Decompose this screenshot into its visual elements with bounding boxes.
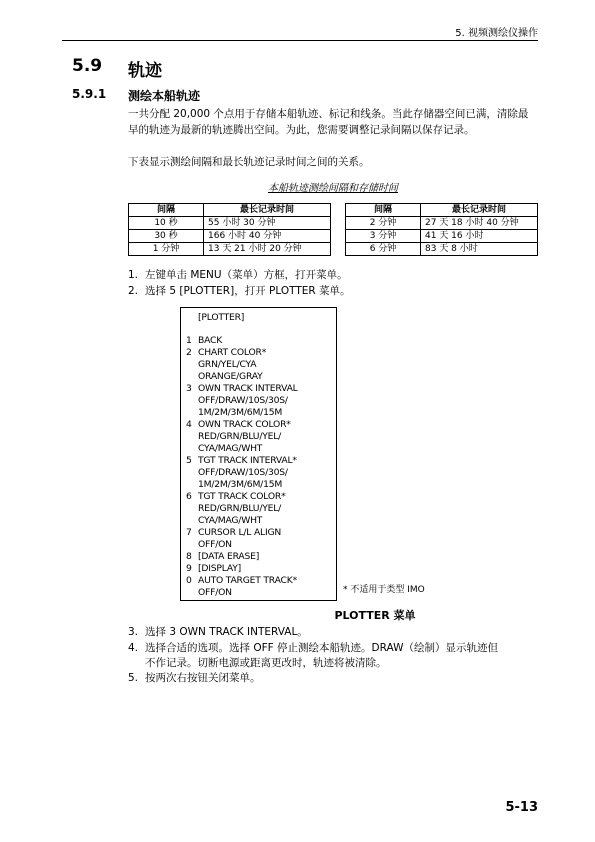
subsection-number: 5.9.1 — [72, 87, 107, 101]
menu-footnote: * 不适用于类型 IMO — [343, 585, 425, 595]
menu-caption: PLOTTER 菜单 — [334, 609, 416, 622]
menu-item-own-track-color: OWN TRACK COLOR* — [198, 419, 291, 430]
table-caption: 本船轨迹测绘间隔和存储时间 — [268, 183, 398, 194]
table-cell: 3 分钟 — [346, 230, 421, 243]
menu-item-cursor-align: CURSOR L/L ALIGN — [198, 527, 282, 538]
menu-item-tgt-track-color: TGT TRACK COLOR* — [198, 491, 286, 502]
step-number: 2. — [128, 285, 139, 297]
table-header-row — [129, 204, 538, 217]
step-text: 选择 3 OWN TRACK INTERVAL。 — [145, 626, 308, 638]
step-text: 选择 5 [PLOTTER]，打开 PLOTTER 菜单。 — [145, 285, 351, 297]
menu-item-number: 8 — [186, 551, 192, 562]
menu-item-number: 7 — [186, 527, 192, 538]
menu-item-number: 9 — [186, 563, 192, 574]
page-number: 5-13 — [505, 800, 538, 815]
table-cell: 55 小时 30 分钟 — [204, 217, 331, 230]
header-divider — [62, 40, 538, 41]
menu-item-number: 1 — [186, 335, 192, 346]
menu-item-option: 1M/2M/3M/6M/15M — [198, 407, 283, 418]
menu-item-back: BACK — [198, 335, 223, 346]
menu-item-number: 6 — [186, 491, 192, 502]
menu-item-option: CYA/MAG/WHT — [198, 443, 263, 454]
table-cell: 6 分钟 — [346, 243, 421, 256]
table-cell: 41 天 16 小时 — [421, 230, 538, 243]
table-header-cell: 间隔 — [346, 204, 421, 217]
subsection-title: 测绘本船轨迹 — [128, 89, 201, 103]
table-cell: 30 秒 — [129, 230, 204, 243]
step-text: 不作记录。切断电源或距离更改时，轨迹将被清除。 — [145, 657, 387, 669]
section-title: 轨迹 — [128, 61, 162, 81]
table-header-cell: 最长记录时间 — [421, 204, 538, 217]
table-row — [129, 217, 538, 230]
table-cell: 83 天 8 小时 — [421, 243, 538, 256]
menu-item-number: 4 — [186, 419, 192, 430]
menu-item-option: ORANGE/GRAY — [198, 371, 263, 382]
interval-table — [128, 203, 538, 256]
step-number: 4. — [128, 642, 139, 654]
menu-item-option: OFF/ON — [198, 587, 232, 598]
menu-item-chart-color: CHART COLOR* — [198, 347, 267, 358]
step-number: 5. — [128, 672, 139, 684]
step-text: 按两次右按钮关闭菜单。 — [145, 672, 261, 684]
menu-item-number: 5 — [186, 455, 192, 466]
menu-item-display: [DISPLAY] — [198, 563, 242, 574]
table-cell: 10 秒 — [129, 217, 204, 230]
menu-item-option: 1M/2M/3M/6M/15M — [198, 479, 283, 490]
step-text: 左键单击 MENU（菜单）方框，打开菜单。 — [145, 269, 348, 281]
section-number: 5.9 — [72, 56, 103, 76]
step-text: 选择合适的选项。选择 OFF 停止测绘本船轨迹。DRAW（绘制）显示轨迹但 — [145, 642, 498, 654]
running-header: 5. 视频测绘仪操作 — [455, 28, 538, 39]
plotter-menu-box — [180, 307, 337, 601]
menu-item-auto-target-track: AUTO TARGET TRACK* — [198, 575, 297, 586]
menu-item-data-erase: [DATA ERASE] — [198, 551, 260, 562]
intro-paragraph: 一共分配 20,000 个点用于存储本船轨迹、标记和线条。当此存储器空间已满，清除最早的轨迹为最新的轨迹腾出空间。为此，您需要调整记录间隔以保存记录。 — [128, 108, 529, 136]
table-header-cell: 间隔 — [129, 204, 204, 217]
menu-item-number: 3 — [186, 383, 192, 394]
table-cell: 166 小时 40 分钟 — [204, 230, 331, 243]
step-number: 3. — [128, 626, 139, 638]
menu-item-number: 0 — [186, 575, 192, 586]
menu-item-option: OFF/DRAW/10S/30S/ — [198, 467, 288, 478]
menu-item-own-track-interval: OWN TRACK INTERVAL — [198, 383, 298, 394]
table-cell: 27 天 18 小时 40 分钟 — [421, 217, 538, 230]
menu-item-number: 2 — [186, 347, 192, 358]
table-cell: 2 分钟 — [346, 217, 421, 230]
menu-item-option: GRN/YEL/CYA — [198, 359, 257, 370]
menu-item-option: OFF/DRAW/10S/30S/ — [198, 395, 288, 406]
menu-item-option: RED/GRN/BLU/YEL/ — [198, 431, 282, 442]
table-cell: 13 天 21 小时 20 分钟 — [204, 243, 331, 256]
menu-item-option: OFF/ON — [198, 539, 232, 550]
menu-title: [PLOTTER] — [198, 312, 245, 323]
table-intro-paragraph: 下表显示测绘间隔和最长轨迹记录时间之间的关系。 — [128, 156, 370, 168]
table-row — [129, 243, 538, 256]
table-cell: 1 分钟 — [129, 243, 204, 256]
table-header-cell: 最长记录时间 — [204, 204, 331, 217]
step-number: 1. — [128, 269, 139, 281]
menu-item-option: RED/GRN/BLU/YEL/ — [198, 503, 282, 514]
menu-item-option: CYA/MAG/WHT — [198, 515, 263, 526]
menu-item-tgt-track-interval: TGT TRACK INTERVAL* — [198, 455, 297, 466]
table-row — [129, 230, 538, 243]
